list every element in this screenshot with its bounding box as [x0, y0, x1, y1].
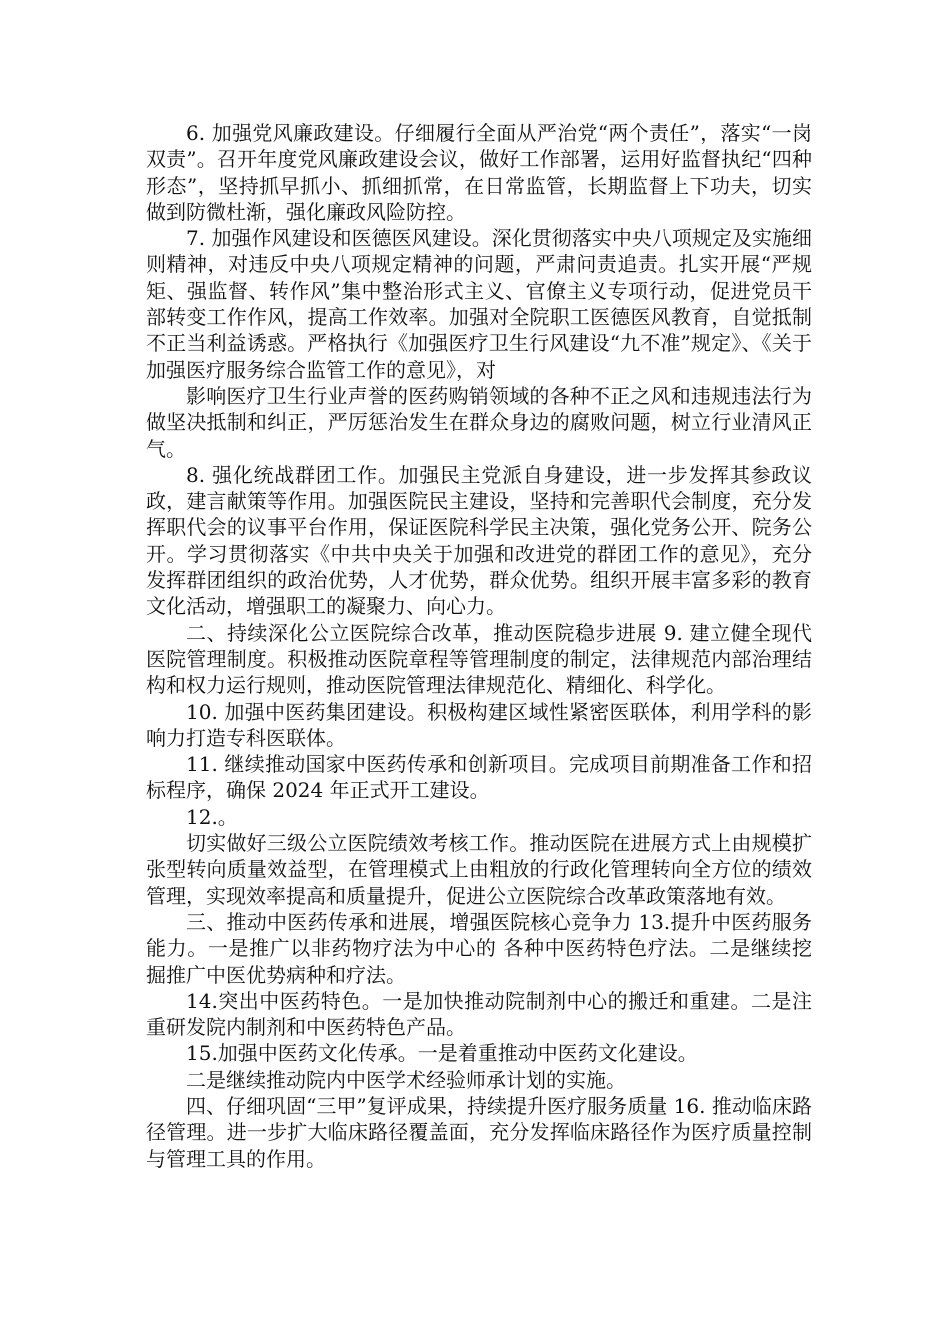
- paragraph-section-four: 四、仔细巩固“三甲”复评成果，持续提升医疗服务质量 16. 推动临床路径管理。进一步扩大临床路径覆盖面，充分发挥临床路径作为医疗质量控制与管理工具的作用。: [146, 1093, 812, 1171]
- paragraph-mentorship: 二是继续推动院内中医学术经验师承计划的实施。: [186, 1067, 626, 1092]
- paragraph-party-conduct: 6. 加强党风廉政建设。仔细履行全面从严治党“两个责任”，落实“一岗双责”。召开年度党风廉政建设会议，做好工作部署，运用好监督执纪“四种形态”，坚持抓早抓小、抓细抓常，在日常监管，长期监督上下功夫，切实做到防微杜渐，强化廉政风险防控。: [146, 121, 812, 224]
- paragraph-work-style-continued: 影响医疗卫生行业声誉的医药购销领域的各种不正之风和违规违法行为做坚决抵制和纠正，严厉惩治发生在群众身边的腐败问题，树立行业清风正气。: [146, 383, 812, 461]
- paragraph-performance: 切实做好三级公立医院绩效考核工作。推动医院在进展方式上由规模扩张型转向质量效益型，在管理模式上由粗放的行政化管理转向全方位的绩效管理，实现效率提高和质量提升，促进公立医院综合改革政策落地有效。: [146, 831, 812, 908]
- paragraph-item-12: 12.。: [186, 804, 238, 829]
- paragraph-tcm-project: 11. 继续推动国家中医药传承和创新项目。完成项目前期准备工作和招标程序，确保 2024 年正式开工建设。: [146, 752, 812, 803]
- paragraph-united-front: 8. 强化统战群团工作。加强民主党派自身建设，进一步发挥其参政议政，建言献策等作用。加强医院民主建设，坚持和完善职代会制度，充分发挥职代会的议事平台作用，保证医院科学民主决策，强化党务公开、院务公开。学习贯彻落实《中共中央关于加强和改进党的群团工作的意见》，充分发挥群团组织的政治优势，人才优势，群众优势。组织开展丰富多彩的教育文化活动，增强职工的凝聚力、向心力。: [146, 462, 812, 619]
- document-body: [146, 120, 812, 1172]
- paragraph-tcm-features: 14.突出中医药特色。一是加快推动院制剂中心的搬迁和重建。二是注重研发院内制剂和中医药特色产品。: [146, 988, 812, 1040]
- paragraph-section-three: 三、推动中医药传承和进展，增强医院核心竞争力 13.提升中医药服务能力。一是推广以非药物疗法为中心的 各种中医药特色疗法。二是继续挖掘推广中医优势病种和疗法。: [146, 909, 812, 987]
- paragraph-section-two: 二、持续深化公立医院综合改革，推动医院稳步进展 9. 建立健全现代医院管理制度。积极推动医院章程等管理制度的制定，法律规范内部治理结构和权力运行规则，推动医院管理法律规范化、精细化、科学化。: [146, 620, 812, 698]
- paragraph-tcm-group: 10. 加强中医药集团建设。积极构建区域性紧密医联体，利用学科的影响力打造专科医联体。: [146, 699, 812, 750]
- paragraph-tcm-culture: 15.加强中医药文化传承。一是着重推动中医药文化建设。: [186, 1041, 698, 1066]
- paragraph-work-style: 7. 加强作风建设和医德医风建设。深化贯彻落实中央八项规定及实施细则精神，对违反中央八项规定精神的问题，严肃问责追责。扎实开展“严规矩、强监督、转作风”集中整治形式主义、官僚主义专项行动，促进党员干部转变工作作风，提高工作效率。加强对全院职工医德医风教育，自觉抵制不正当利益诱惑。严格执行《加强医疗卫生行风建设“九不准”规定》、《关于加强医疗服务综合监管工作的意见》，对: [146, 226, 812, 382]
